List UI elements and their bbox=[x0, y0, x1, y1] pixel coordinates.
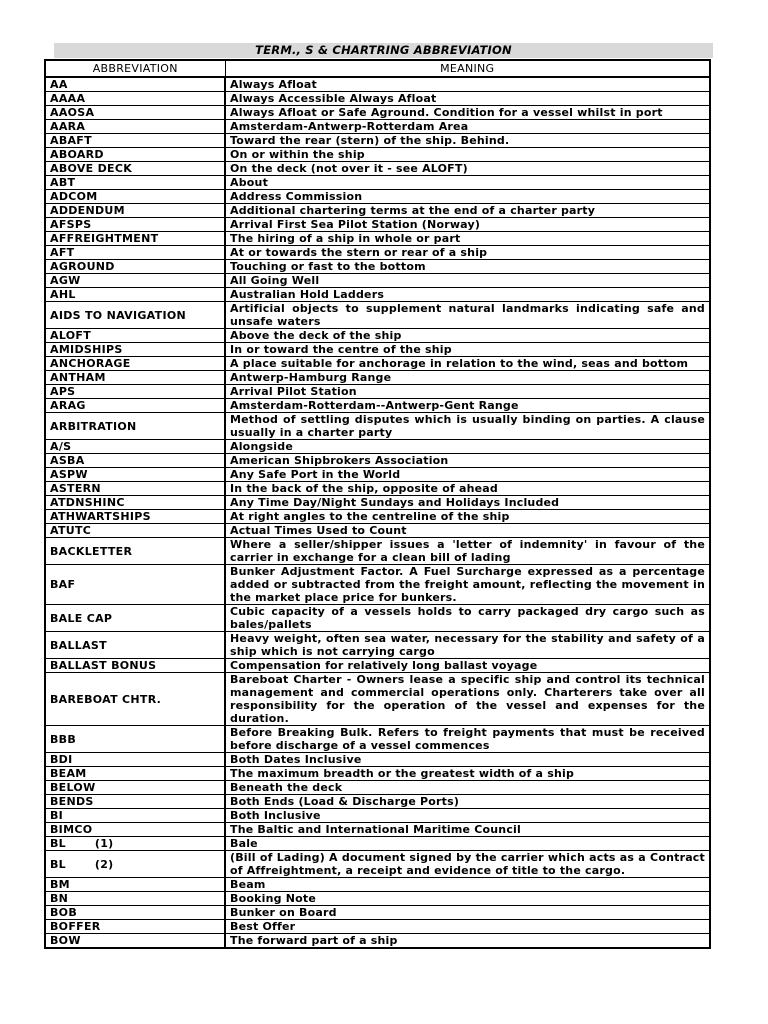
meaning-cell: On the deck (not over it - see ALOFT) bbox=[225, 162, 710, 176]
table-row bbox=[45, 753, 710, 767]
meaning-cell: Heavy weight, often sea water, necessary for the stability and safety of a ship which is not carrying cargo bbox=[225, 632, 710, 659]
meaning-cell: (Bill of Lading) A document signed by the carrier which acts as a Contract of Affreightment, a receipt and evidence of title to the cargo. bbox=[225, 851, 710, 878]
meaning-cell: At right angles to the centreline of the ship bbox=[225, 510, 710, 524]
table-row bbox=[45, 632, 710, 659]
abbreviation-cell: ABAFT bbox=[45, 134, 225, 148]
meaning-cell: Any Safe Port in the World bbox=[225, 468, 710, 482]
meaning-cell: Artificial objects to supplement natural landmarks indicating safe and unsafe waters bbox=[225, 302, 710, 329]
table-row bbox=[45, 413, 710, 440]
abbreviation-cell: ANCHORAGE bbox=[45, 357, 225, 371]
table-row bbox=[45, 878, 710, 892]
meaning-cell: In the back of the ship, opposite of ahead bbox=[225, 482, 710, 496]
meaning-cell: Any Time Day/Night Sundays and Holidays Included bbox=[225, 496, 710, 510]
abbreviation-cell: BOFFER bbox=[45, 920, 225, 934]
table-row bbox=[45, 468, 710, 482]
meaning-cell: Bunker Adjustment Factor. A Fuel Surcharge expressed as a percentage added or subtracted from the freight amount, reflecting the movement in the market place price for bunkers. bbox=[225, 565, 710, 605]
table-row bbox=[45, 190, 710, 204]
abbreviation-cell: BALLAST BONUS bbox=[45, 659, 225, 673]
abbreviation-cell: BOB bbox=[45, 906, 225, 920]
meaning-cell: The Baltic and International Maritime Council bbox=[225, 823, 710, 837]
abbreviation-cell: ARBITRATION bbox=[45, 413, 225, 440]
abbreviation-cell: AIDS TO NAVIGATION bbox=[45, 302, 225, 329]
table-row bbox=[45, 837, 710, 851]
table-row bbox=[45, 77, 710, 92]
meaning-cell: Booking Note bbox=[225, 892, 710, 906]
meaning-cell: Beneath the deck bbox=[225, 781, 710, 795]
meaning-cell: Touching or fast to the bottom bbox=[225, 260, 710, 274]
table-row bbox=[45, 176, 710, 190]
abbreviation-cell: BOW bbox=[45, 934, 225, 949]
meaning-cell: Alongside bbox=[225, 440, 710, 454]
abbreviation-cell: ATHWARTSHIPS bbox=[45, 510, 225, 524]
table-row bbox=[45, 329, 710, 343]
meaning-cell: Best Offer bbox=[225, 920, 710, 934]
meaning-cell: Cubic capacity of a vessels holds to carry packaged dry cargo such as bales/pallets bbox=[225, 605, 710, 632]
meaning-cell: Antwerp-Hamburg Range bbox=[225, 371, 710, 385]
abbreviation-cell: BACKLETTER bbox=[45, 538, 225, 565]
meaning-cell: Always Afloat bbox=[225, 77, 710, 92]
meaning-cell: About bbox=[225, 176, 710, 190]
table-row bbox=[45, 260, 710, 274]
table-row bbox=[45, 246, 710, 260]
table-row bbox=[45, 892, 710, 906]
table-row bbox=[45, 92, 710, 106]
abbreviation-cell: AARA bbox=[45, 120, 225, 134]
table-row bbox=[45, 120, 710, 134]
table-row bbox=[45, 274, 710, 288]
abbreviation-cell: BM bbox=[45, 878, 225, 892]
abbreviation-cell: ASTERN bbox=[45, 482, 225, 496]
table-row bbox=[45, 920, 710, 934]
meaning-cell: Amsterdam-Rotterdam--Antwerp-Gent Range bbox=[225, 399, 710, 413]
abbreviation-cell: BL (1) bbox=[45, 837, 225, 851]
table-row bbox=[45, 524, 710, 538]
table-row bbox=[45, 357, 710, 371]
table-row bbox=[45, 934, 710, 949]
meaning-cell: The forward part of a ship bbox=[225, 934, 710, 949]
meaning-cell: Both Ends (Load & Discharge Ports) bbox=[225, 795, 710, 809]
abbreviation-cell: ABOARD bbox=[45, 148, 225, 162]
abbreviation-cell: BENDS bbox=[45, 795, 225, 809]
table-row bbox=[45, 385, 710, 399]
meaning-cell: Beam bbox=[225, 878, 710, 892]
meaning-cell: Compensation for relatively long ballast voyage bbox=[225, 659, 710, 673]
table-row bbox=[45, 906, 710, 920]
meaning-cell: Always Afloat or Safe Aground. Condition for a vessel whilst in port bbox=[225, 106, 710, 120]
table-row bbox=[45, 134, 710, 148]
abbreviation-cell: AFSPS bbox=[45, 218, 225, 232]
abbreviation-cell: AA bbox=[45, 77, 225, 92]
abbreviation-cell: AHL bbox=[45, 288, 225, 302]
abbreviation-cell: BEAM bbox=[45, 767, 225, 781]
meaning-cell: Toward the rear (stern) of the ship. Behind. bbox=[225, 134, 710, 148]
meaning-cell: Actual Times Used to Count bbox=[225, 524, 710, 538]
meaning-cell: At or towards the stern or rear of a ship bbox=[225, 246, 710, 260]
abbreviation-cell: ANTHAM bbox=[45, 371, 225, 385]
table-row bbox=[45, 851, 710, 878]
abbreviation-cell: BIMCO bbox=[45, 823, 225, 837]
table-body bbox=[45, 77, 710, 948]
table-row bbox=[45, 565, 710, 605]
meaning-cell: On or within the ship bbox=[225, 148, 710, 162]
meaning-cell: Additional chartering terms at the end of a charter party bbox=[225, 204, 710, 218]
abbreviation-cell: ABT bbox=[45, 176, 225, 190]
table-row bbox=[45, 605, 710, 632]
abbreviation-cell: ATDNSHINC bbox=[45, 496, 225, 510]
meaning-cell: Amsterdam-Antwerp-Rotterdam Area bbox=[225, 120, 710, 134]
abbreviation-cell: BDI bbox=[45, 753, 225, 767]
document-page bbox=[44, 43, 713, 949]
abbreviation-cell: ARAG bbox=[45, 399, 225, 413]
meaning-cell: Where a seller/shipper issues a 'letter of indemnity' in favour of the carrier in exchange for a clean bill of lading bbox=[225, 538, 710, 565]
abbreviation-cell: ATUTC bbox=[45, 524, 225, 538]
abbreviation-cell: APS bbox=[45, 385, 225, 399]
abbreviation-cell: AFFREIGHTMENT bbox=[45, 232, 225, 246]
meaning-cell: Bale bbox=[225, 837, 710, 851]
abbreviation-cell: AGROUND bbox=[45, 260, 225, 274]
document-title: TERM., S & CHARTRING ABBREVIATION bbox=[54, 43, 713, 58]
abbreviation-cell: ASPW bbox=[45, 468, 225, 482]
meaning-cell: A place suitable for anchorage in relation to the wind, seas and bottom bbox=[225, 357, 710, 371]
abbreviation-cell: ASBA bbox=[45, 454, 225, 468]
abbreviation-cell: ADDENDUM bbox=[45, 204, 225, 218]
table-row bbox=[45, 399, 710, 413]
abbreviation-table bbox=[44, 59, 711, 949]
table-row bbox=[45, 288, 710, 302]
abbreviation-cell: ADCOM bbox=[45, 190, 225, 204]
abbreviation-cell: BAREBOAT CHTR. bbox=[45, 673, 225, 726]
table-row bbox=[45, 496, 710, 510]
abbreviation-cell: BAF bbox=[45, 565, 225, 605]
table-row bbox=[45, 538, 710, 565]
abbreviation-cell: ALOFT bbox=[45, 329, 225, 343]
abbreviation-column-header: ABBREVIATION bbox=[45, 60, 225, 77]
meaning-cell: Above the deck of the ship bbox=[225, 329, 710, 343]
abbreviation-cell: BELOW bbox=[45, 781, 225, 795]
meaning-cell: The hiring of a ship in whole or part bbox=[225, 232, 710, 246]
abbreviation-cell: AAAA bbox=[45, 92, 225, 106]
table-row bbox=[45, 482, 710, 496]
table-row bbox=[45, 302, 710, 329]
table-row bbox=[45, 343, 710, 357]
table-row bbox=[45, 795, 710, 809]
meaning-cell: All Going Well bbox=[225, 274, 710, 288]
meaning-cell: Address Commission bbox=[225, 190, 710, 204]
table-row bbox=[45, 510, 710, 524]
meaning-cell: Arrival Pilot Station bbox=[225, 385, 710, 399]
abbreviation-cell: BL (2) bbox=[45, 851, 225, 878]
table-row bbox=[45, 809, 710, 823]
abbreviation-cell: AAOSA bbox=[45, 106, 225, 120]
meaning-cell: Australian Hold Ladders bbox=[225, 288, 710, 302]
table-row bbox=[45, 148, 710, 162]
table-header-row bbox=[45, 60, 710, 77]
meaning-cell: Arrival First Sea Pilot Station (Norway) bbox=[225, 218, 710, 232]
table-row bbox=[45, 440, 710, 454]
table-row bbox=[45, 371, 710, 385]
meaning-column-header: MEANING bbox=[225, 60, 710, 77]
table-row bbox=[45, 232, 710, 246]
abbreviation-cell: BN bbox=[45, 892, 225, 906]
meaning-cell: Both Inclusive bbox=[225, 809, 710, 823]
table-row bbox=[45, 454, 710, 468]
meaning-cell: Bunker on Board bbox=[225, 906, 710, 920]
meaning-cell: Bareboat Charter - Owners lease a specific ship and control its technical management and commercial operations only. Charterers take over all responsibility for the operation of the vessel and expenses for the duration. bbox=[225, 673, 710, 726]
table-row bbox=[45, 218, 710, 232]
abbreviation-cell: AFT bbox=[45, 246, 225, 260]
table-row bbox=[45, 673, 710, 726]
meaning-cell: Before Breaking Bulk. Refers to freight payments that must be received before discharge of a vessel commences bbox=[225, 726, 710, 753]
meaning-cell: The maximum breadth or the greatest width of a ship bbox=[225, 767, 710, 781]
abbreviation-cell: AMIDSHIPS bbox=[45, 343, 225, 357]
table-row bbox=[45, 781, 710, 795]
table-row bbox=[45, 726, 710, 753]
table-row bbox=[45, 106, 710, 120]
table-row bbox=[45, 767, 710, 781]
abbreviation-cell: BALE CAP bbox=[45, 605, 225, 632]
table-row bbox=[45, 659, 710, 673]
table-row bbox=[45, 162, 710, 176]
meaning-cell: Both Dates Inclusive bbox=[225, 753, 710, 767]
abbreviation-cell: A/S bbox=[45, 440, 225, 454]
abbreviation-cell: BI bbox=[45, 809, 225, 823]
abbreviation-cell: BALLAST bbox=[45, 632, 225, 659]
table-row bbox=[45, 823, 710, 837]
meaning-cell: In or toward the centre of the ship bbox=[225, 343, 710, 357]
meaning-cell: Method of settling disputes which is usually binding on parties. A clause usually in a charter party bbox=[225, 413, 710, 440]
meaning-cell: American Shipbrokers Association bbox=[225, 454, 710, 468]
table-row bbox=[45, 204, 710, 218]
abbreviation-cell: ABOVE DECK bbox=[45, 162, 225, 176]
abbreviation-cell: AGW bbox=[45, 274, 225, 288]
meaning-cell: Always Accessible Always Afloat bbox=[225, 92, 710, 106]
abbreviation-cell: BBB bbox=[45, 726, 225, 753]
